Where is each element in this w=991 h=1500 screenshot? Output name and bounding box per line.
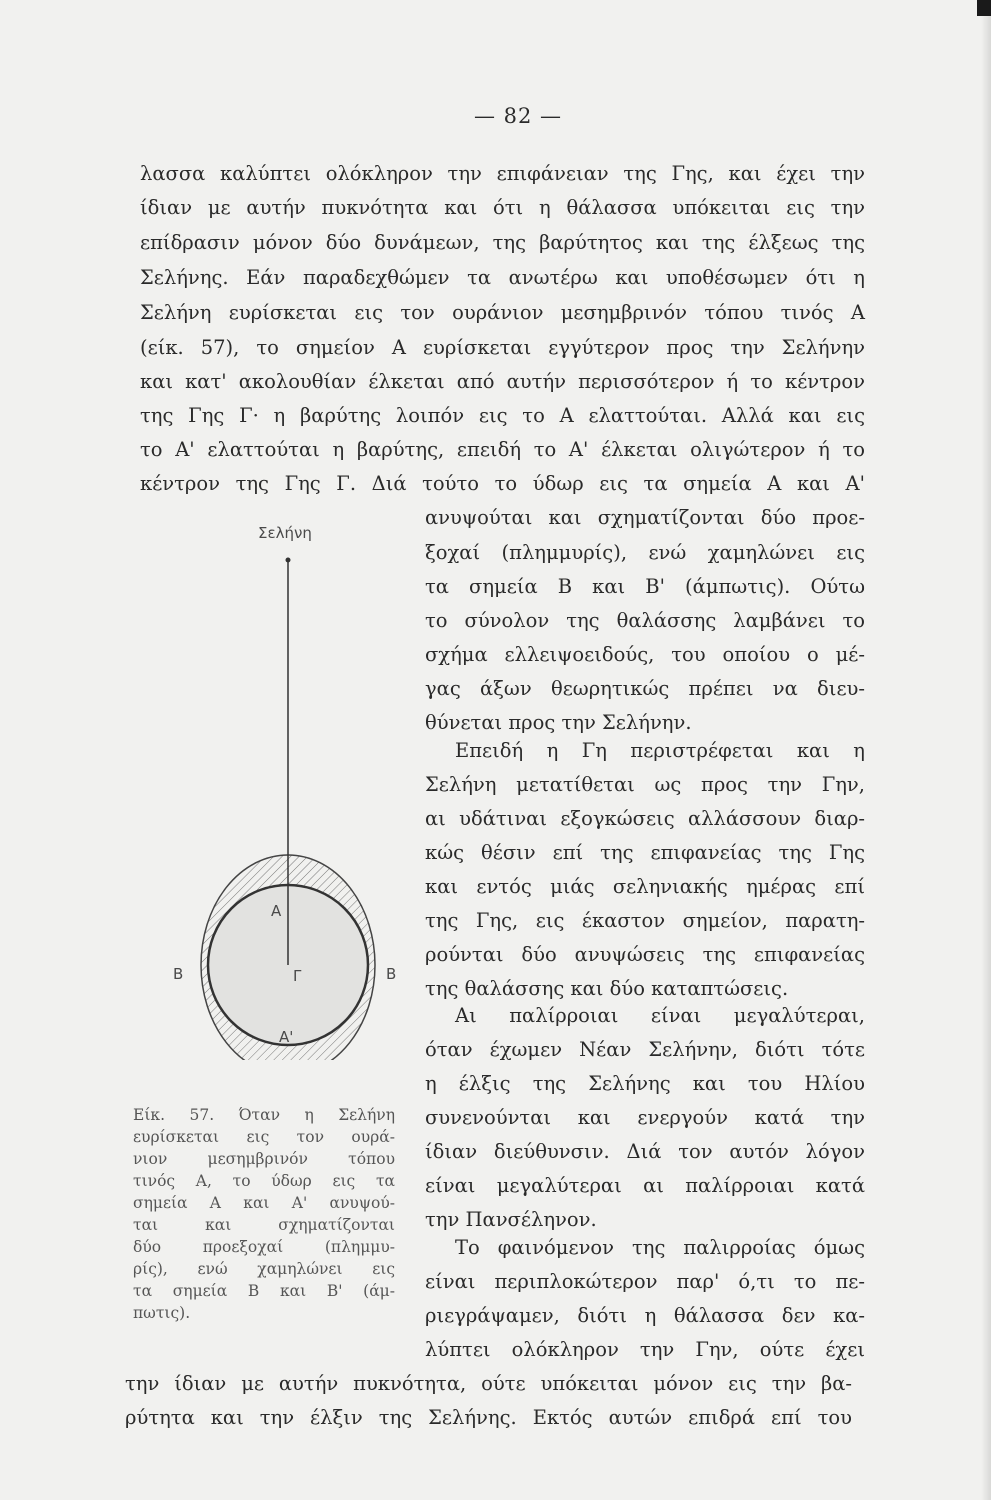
text-line: αι υδάτιναι εξογκώσεις αλλάσσουν διαρ- xyxy=(425,807,865,830)
caption-line: ευρίσκεται εις τον ουρά- xyxy=(133,1128,395,1146)
text-line: ρούνται δύο ανυψώσεις της επιφανείας xyxy=(425,943,865,966)
label-center: Γ xyxy=(293,967,302,985)
label-a: Α xyxy=(271,902,282,920)
moon-label: Σελήνη xyxy=(258,524,312,542)
text-line: την Πανσέληνον. xyxy=(425,1208,597,1231)
label-a-prime: Α' xyxy=(279,1028,294,1046)
text-line: το Α' ελαττούται η βαρύτης, επειδή το Α' έλκεται ολιγώτερον ή το xyxy=(140,438,865,461)
text-line: της θαλάσσης και δύο καταπτώσεις. xyxy=(425,977,789,1000)
caption-line: ρίς), ενώ χαμηλώνει εις xyxy=(133,1260,395,1278)
scan-corner-mark xyxy=(977,0,991,16)
text-line: λασσα καλύπτει ολόκληρον την επιφάνειαν της Γης, και έχει την xyxy=(140,162,865,185)
text-line: σχήμα ελλειψοειδούς, του οποίου ο μέ- xyxy=(425,643,865,666)
text-line: όταν έχωμεν Νέαν Σελήνην, διότι τότε xyxy=(425,1038,865,1061)
text-line: ξοχαί (πλημμυρίς), ενώ χαμηλώνει εις xyxy=(425,541,865,564)
label-b-right: Β xyxy=(386,965,397,983)
text-line: ανυψούται και σχηματίζονται δύο προε- xyxy=(425,506,865,529)
caption-line: πωτις). xyxy=(133,1304,191,1322)
text-line: ίδιαν με αυτήν πυκνότητα και ότι η θάλασσα υπόκειται εις την xyxy=(140,196,865,219)
caption-line: νιον μεσημβρινόν τόπου xyxy=(133,1150,395,1168)
text-line: Σελήνη ευρίσκεται εις τον ουράνιον μεσημβρινόν τόπου τινός Α xyxy=(140,301,865,324)
text-line: Σελήνης. Εάν παραδεχθώμεν τα ανωτέρω και υποθέσωμεν ότι η xyxy=(140,266,865,289)
text-line: Επειδή η Γη περιστρέφεται και η xyxy=(455,739,865,762)
text-line: είναι περιπλοκώτερον παρ' ό,τι το πε- xyxy=(425,1270,865,1293)
page-edge-shadow xyxy=(981,16,991,1500)
text-line: της Γης Γ· η βαρύτης λοιπόν εις το Α ελαττούται. Αλλά και εις xyxy=(140,404,865,427)
tide-figure xyxy=(160,520,405,1060)
text-line: κώς θέσιν επί της επιφανείας της Γης xyxy=(425,841,865,864)
text-line: η έλξις της Σελήνης και του Ηλίου xyxy=(425,1072,865,1095)
caption-line: ται και σχηματίζονται xyxy=(133,1216,395,1234)
page-number: — 82 — xyxy=(473,104,563,128)
text-line: κέντρον της Γης Γ. Διά τούτο το ύδωρ εις τα σημεία Α και Α' xyxy=(140,472,865,495)
caption-line: τινός Α, το ύδωρ εις τα xyxy=(133,1172,395,1190)
text-line: της Γης, εις έκαστον σημείον, παρατη- xyxy=(425,909,865,932)
text-line: είναι μεγαλύτεραι αι παλίρροιαι κατά xyxy=(425,1174,865,1197)
label-b-left: Β xyxy=(173,965,184,983)
text-line: ίδιαν διεύθυνσιν. Διά τον αυτόν λόγον xyxy=(425,1140,865,1163)
moon-point xyxy=(286,558,291,563)
text-line: ριεγράψαμεν, διότι η θάλασσα δεν κα- xyxy=(425,1304,865,1327)
text-line: επίδρασιν μόνον δύο δυνάμεων, της βαρύτητος και της έλξεως της xyxy=(140,231,865,254)
text-line: λύπτει ολόκληρον την Γην, ούτε έχει xyxy=(425,1338,865,1361)
text-line: (είκ. 57), το σημείον Α ευρίσκεται εγγύτερον προς την Σελήνην xyxy=(140,336,865,359)
text-line: θύνεται προς την Σελήνην. xyxy=(425,711,692,734)
text-line: το σύνολον της θαλάσσης λαμβάνει το xyxy=(425,609,865,632)
text-line: την ίδιαν με αυτήν πυκνότητα, ούτε υπόκειται μόνον εις την βα- xyxy=(125,1372,852,1395)
text-line: τα σημεία Β και Β' (άμπωτις). Ούτω xyxy=(425,575,865,598)
caption-line: δύο προεξοχαί (πλημμυ- xyxy=(133,1238,395,1256)
text-line: γας άξων θεωρητικώς πρέπει να διευ- xyxy=(425,677,865,700)
text-line: ρύτητα και την έλξιν της Σελήνης. Εκτός αυτών επιδρά επί του xyxy=(125,1406,852,1429)
text-line: και κατ' ακολουθίαν έλκεται από αυτήν περισσότερον ή το κέντρον xyxy=(140,370,865,393)
text-line: Σελήνη μετατίθεται ως προς την Γην, xyxy=(425,773,865,796)
text-line: Το φαινόμενον της παλιρροίας όμως xyxy=(455,1236,865,1259)
caption-line: τα σημεία Β και Β' (άμ- xyxy=(133,1282,395,1300)
text-line: συνενούνται και ενεργούν κατά την xyxy=(425,1106,865,1129)
caption-line: Είκ. 57. Όταν η Σελήνη xyxy=(133,1106,395,1124)
text-line: και εντός μιάς σεληνιακής ημέρας επί xyxy=(425,875,865,898)
text-line: Αι παλίρροιαι είναι μεγαλύτεραι, xyxy=(455,1004,865,1027)
caption-line: σημεία Α και Α' ανυψού- xyxy=(133,1194,395,1212)
